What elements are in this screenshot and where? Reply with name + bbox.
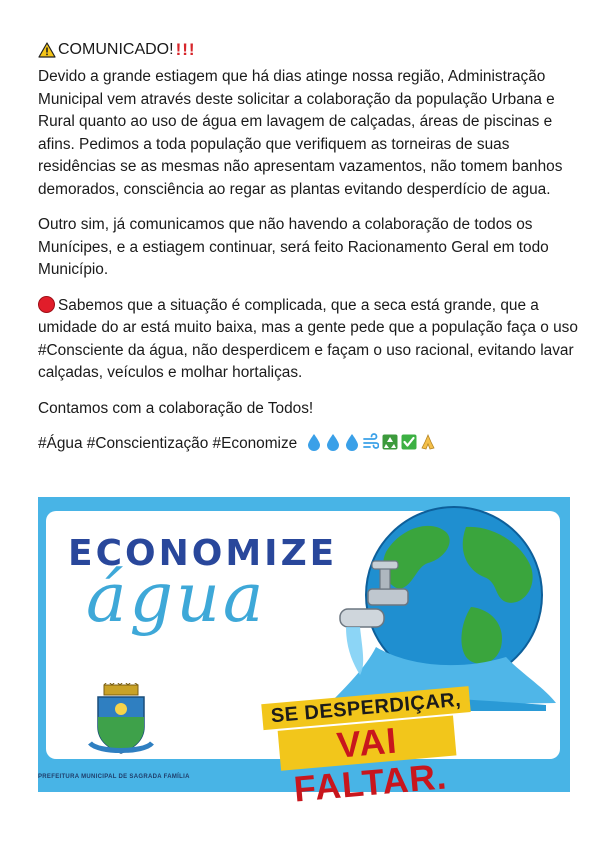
paragraph-4: Contamos com a colaboração de Todos!	[38, 399, 314, 417]
red-circle-icon	[38, 296, 55, 313]
paragraph-1: Devido a grande estiagem que há dias atinge nossa região, Administração Municipal vem através deste solicitar a colaboração da população Urbana e Rural quanto ao uso de água em lavagem de calçadas, áreas de piscinas e afins. Pedimos a toda população que verifiquem as torneiras de suas residências se as mesmas não apresentam vazamentos, não tomem banhos demorados, consciência ao regar as plantas evitando desperdício de agua.	[38, 68, 563, 198]
globe-faucet-illustration	[316, 497, 570, 713]
economize-title: ECONOMIZE	[68, 533, 338, 574]
paragraph-3-text: Sabemos que a situação é complicada, que a seca está grande, que a umidade do ar está muito baixa, mas a gente pede que a população faça o uso #Consciente da água, não desperdicem e façam o uso racional, evitando lavar calçadas, veículos e molhar hortaliças.	[38, 296, 578, 381]
economize-water-banner	[38, 497, 570, 810]
praying-hands-icon	[420, 433, 436, 451]
post-heading	[38, 38, 578, 62]
heading-text: COMUNICADO!	[58, 41, 174, 58]
emoji-row	[306, 433, 436, 451]
paragraph-2: Outro sim, já comunicamos que não havendo a colaboração de todos os Munícipes, e a estiagem continuar, será feito Racionamento Geral em todo Município.	[38, 216, 549, 278]
recycle-icon	[382, 433, 398, 451]
agua-title: água	[86, 559, 267, 638]
wind-icon	[363, 433, 379, 451]
droplet-icon	[325, 433, 341, 451]
post-text	[38, 38, 578, 469]
hashtag-line	[38, 433, 578, 456]
prefeitura-caption: PREFEITURA MUNICIPAL DE SAGRADA FAMÍLIA	[38, 774, 190, 780]
hashtags[interactable]: #Água #Conscientização #Economize	[38, 435, 298, 452]
droplet-icon	[344, 433, 360, 451]
check-icon	[401, 433, 417, 451]
slogan-line-2: VAI FALTAR.	[278, 716, 457, 771]
droplet-icon	[306, 433, 322, 451]
warning-icon	[38, 42, 56, 58]
municipal-crest-logo	[86, 683, 156, 757]
exclamation-icons: !!!	[175, 40, 196, 59]
paragraph-3	[38, 295, 578, 385]
slogan-line-1: SE DESPERDIÇAR,	[261, 686, 470, 730]
